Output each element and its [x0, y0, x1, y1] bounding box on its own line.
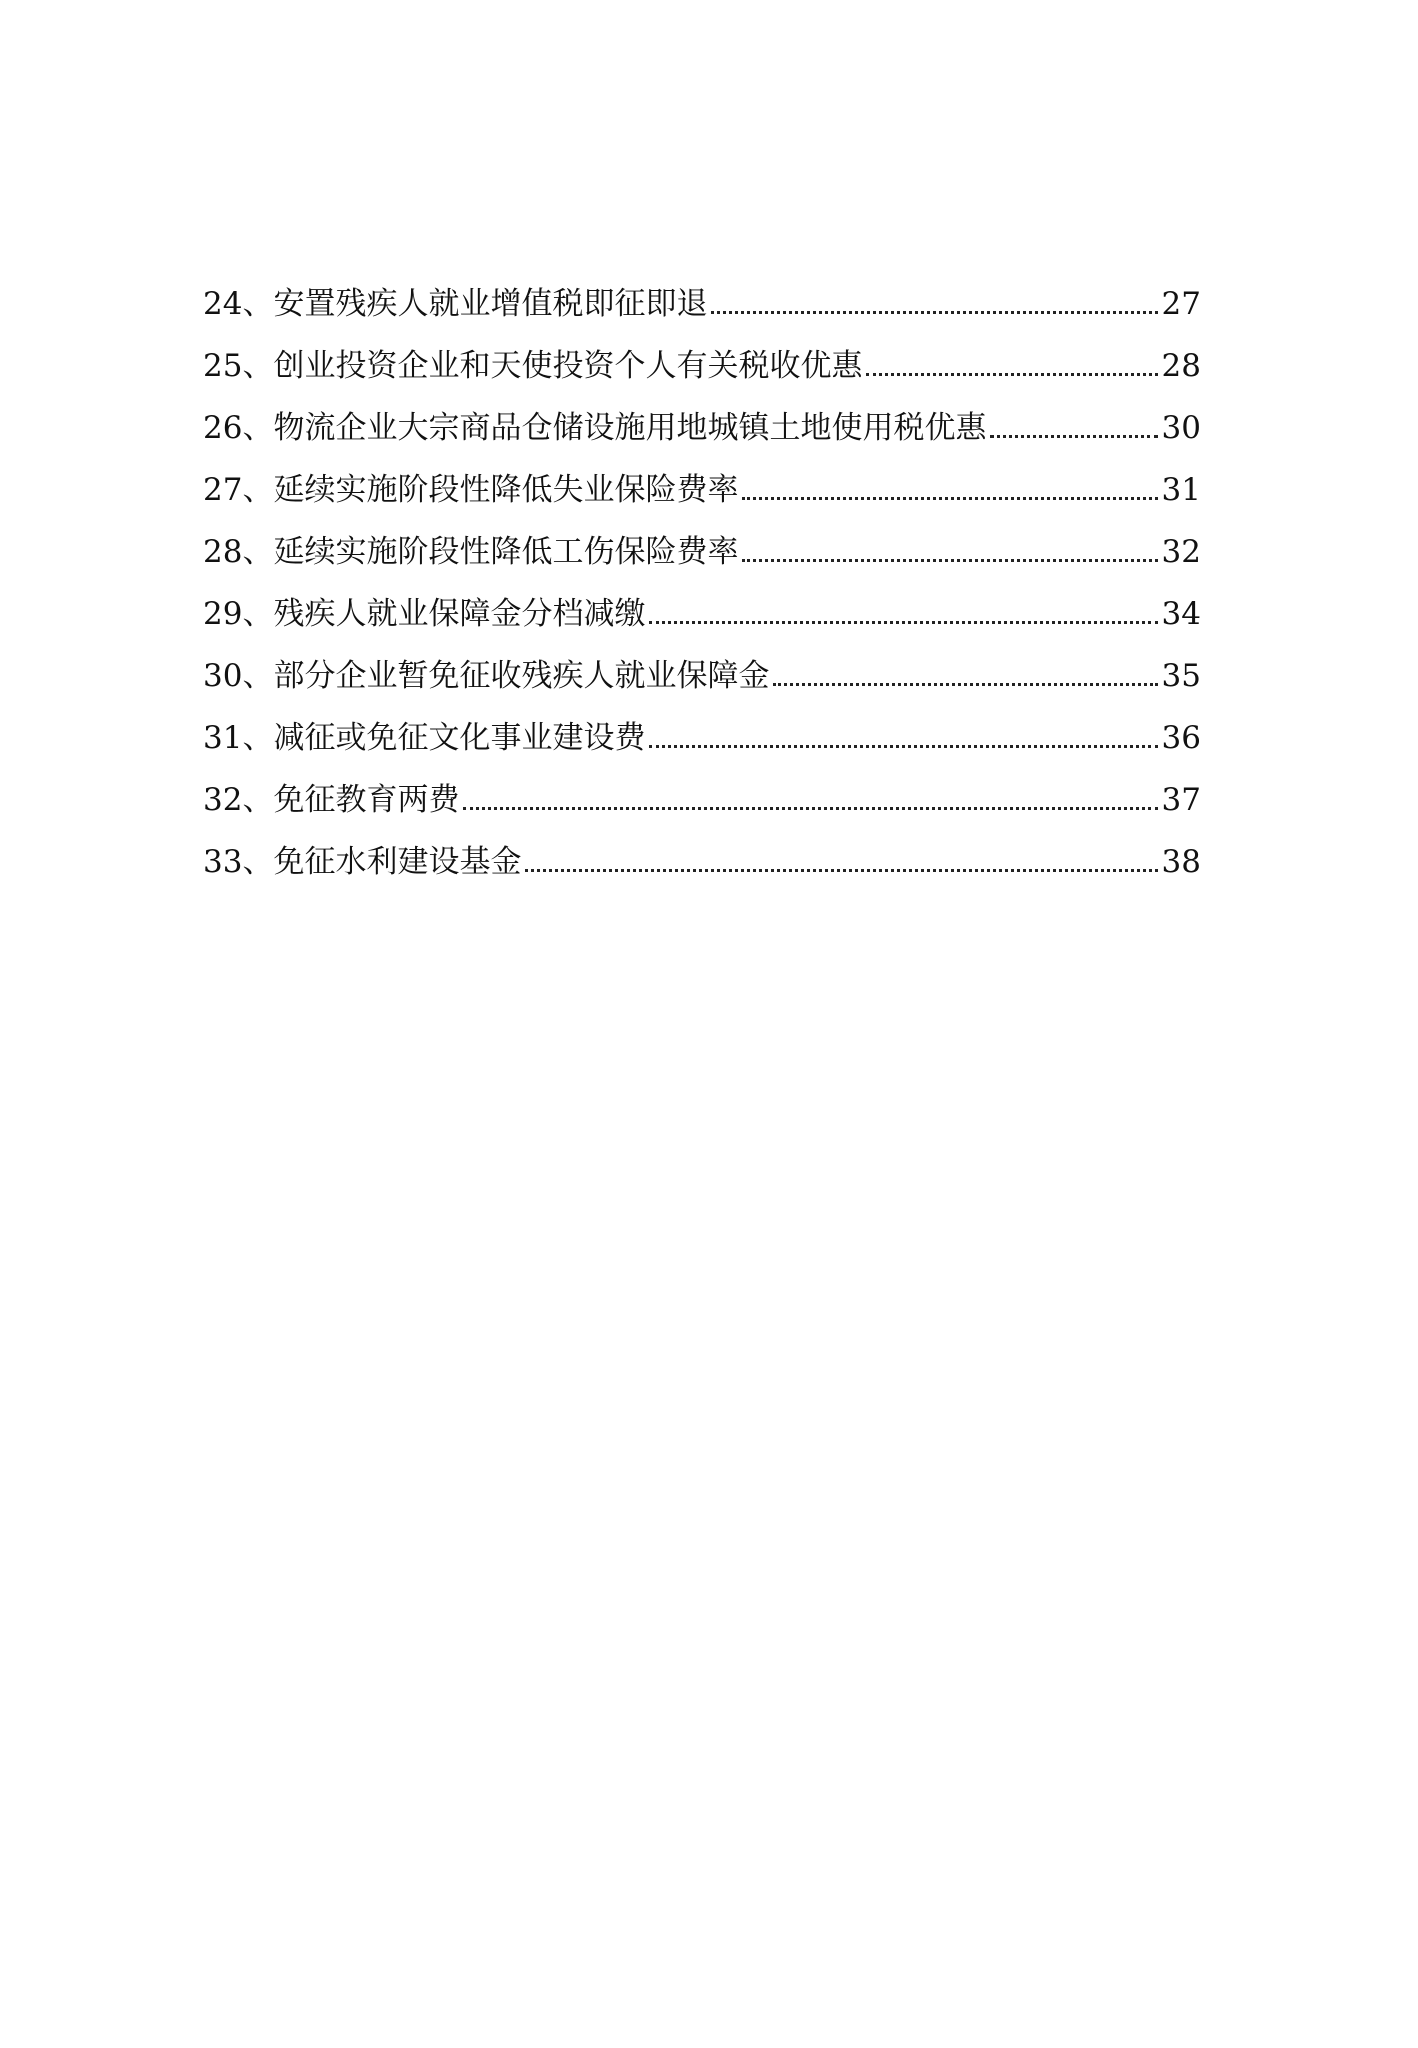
toc-entry-number: 32、: [203, 782, 274, 818]
toc-entry-page: 36: [1161, 720, 1201, 756]
toc-entry-page: 34: [1161, 596, 1201, 632]
toc-entry-number: 31、: [203, 720, 274, 756]
toc-entry-page: 37: [1161, 782, 1201, 818]
toc-entry-number: 25、: [203, 348, 274, 384]
dot-leader: [649, 744, 1157, 748]
toc-entry-page: 32: [1161, 534, 1201, 570]
toc-entry-title: 部分企业暂免征收残疾人就业保障金: [273, 658, 770, 694]
toc-entry-page: 31: [1161, 472, 1201, 508]
toc-entry-page: 30: [1161, 410, 1201, 446]
dot-leader: [463, 806, 1157, 810]
toc-entry-number: 30、: [203, 658, 274, 694]
toc-entry-title: 延续实施阶段性降低工伤保险费率: [273, 534, 739, 570]
toc-entry-title: 残疾人就业保障金分档减缴: [273, 596, 646, 632]
toc-entry[interactable]: [203, 758, 1201, 820]
toc-entry-page: 27: [1161, 286, 1201, 322]
toc-entry-title: 免征教育两费: [273, 782, 460, 818]
toc-entry-number: 28、: [203, 534, 274, 570]
toc-entry-page: 28: [1161, 348, 1201, 384]
toc-entry[interactable]: [203, 572, 1201, 634]
dot-leader: [649, 620, 1157, 624]
toc-entry-page: 38: [1161, 844, 1201, 880]
toc-entry[interactable]: [203, 820, 1201, 882]
toc-entry-title: 延续实施阶段性降低失业保险费率: [273, 472, 739, 508]
toc-entry-title: 物流企业大宗商品仓储设施用地城镇土地使用税优惠: [273, 410, 987, 446]
toc-entry-title: 减征或免征文化事业建设费: [273, 720, 646, 756]
toc-entry[interactable]: [203, 386, 1201, 448]
dot-leader: [990, 434, 1157, 438]
toc-entry-number: 33、: [203, 844, 274, 880]
dot-leader: [742, 558, 1157, 562]
toc-entry-number: 24、: [203, 286, 274, 322]
dot-leader: [742, 496, 1157, 500]
toc-entry[interactable]: [203, 510, 1201, 572]
toc-entry-number: 29、: [203, 596, 274, 632]
toc-entry-title: 创业投资企业和天使投资个人有关税收优惠: [273, 348, 863, 384]
toc-entry-title: 安置残疾人就业增值税即征即退: [273, 286, 708, 322]
toc-entry[interactable]: [203, 634, 1201, 696]
toc-entry[interactable]: [203, 324, 1201, 386]
dot-leader: [711, 310, 1157, 314]
toc-entry-number: 27、: [203, 472, 274, 508]
dot-leader: [525, 868, 1157, 872]
toc-entry-page: 35: [1161, 658, 1201, 694]
toc-entry-number: 26、: [203, 410, 274, 446]
dot-leader: [866, 372, 1157, 376]
dot-leader: [773, 682, 1157, 686]
table-of-contents: [203, 262, 1201, 882]
toc-entry[interactable]: [203, 262, 1201, 324]
toc-entry[interactable]: [203, 696, 1201, 758]
toc-entry-title: 免征水利建设基金: [273, 844, 522, 880]
toc-entry[interactable]: [203, 448, 1201, 510]
